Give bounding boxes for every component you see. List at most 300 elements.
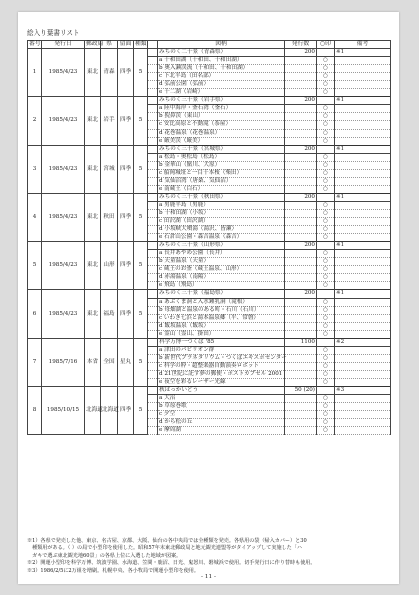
region-cell: 本省 [85,338,101,386]
design-title-cell: みちのく二十景（青森県） [158,49,285,57]
count-cell: 5 [134,193,148,241]
remark-cell: ※1 [335,242,391,250]
empty-cell [335,298,391,306]
table-row [28,338,391,346]
empty-cell [335,153,391,161]
footnote-line: ※3）1986/2/5に2万組を増刷。札幌中央、各小牧局で開運小型印を使用。 [27,567,199,574]
empty-cell [148,65,158,73]
count-cell: 5 [134,49,148,97]
check-mark: ○ [317,314,335,322]
check-mark: ○ [317,185,335,193]
prefecture-cell: 山形 [101,242,118,290]
design-item-cell: c 船岡城址と一目千本桜（柴田） [158,169,285,177]
design-item-cell: d 飯坂温泉（飯坂） [158,322,285,330]
season-cell: 四季 [118,387,134,435]
empty-cell [148,234,158,242]
design-title-cell: みちのく三十景（秋田県） [158,193,285,201]
design-item-cell: a 十和田湖（十和田、十和田湖） [158,57,285,65]
empty-cell [148,169,158,177]
issued-count-cell: 200 [285,49,317,57]
empty-cell [285,258,317,266]
prefecture-cell: 岩手 [101,97,118,145]
check-mark: ○ [317,298,335,306]
check-mark: ○ [317,378,335,386]
check-mark: ○ [317,354,335,362]
empty-cell [148,161,158,169]
empty-cell [335,266,391,274]
design-item-cell: c 蔵王のお釜（蔵王温泉、山形） [158,266,285,274]
empty-cell [148,346,158,354]
design-item-cell: e 石倉山公園・森吉温泉（森吉） [158,234,285,242]
column-header: 備考 [335,41,391,49]
empty-cell [335,185,391,193]
number-cell: 4 [28,193,42,241]
column-header: 発行数 [285,41,317,49]
region-cell: 北海道 [85,387,101,435]
empty-cell [285,169,317,177]
design-item-cell: a 津田のパビリオン群 [158,346,285,354]
check-mark: ○ [317,306,335,314]
design-item-cell: b 金華山（鮎川、大原） [158,161,285,169]
remark-cell: ※2 [335,338,391,346]
check-mark: ○ [317,274,335,282]
column-header: 留面 [118,41,134,49]
issue-date-cell: 1985/4/23 [42,49,85,97]
region-cell: 東北 [85,290,101,338]
prefecture-cell: 福島 [101,290,118,338]
empty-cell [148,322,158,330]
design-item-cell: a あぶくま洞と入水鍾乳洞（滝根） [158,298,285,306]
count-cell: 5 [134,97,148,145]
check-mark: ○ [317,105,335,113]
check-cell [317,145,335,153]
design-item-cell: d 気仙沼湾（唐桑、気仙沼） [158,177,285,185]
number-cell: 1 [28,49,42,97]
issued-count-cell: 200 [285,290,317,298]
check-mark: ○ [317,129,335,137]
empty-cell [335,395,391,403]
empty-cell [335,129,391,137]
empty-cell [285,234,317,242]
design-item-cell: e 厳美渓（厳美） [158,137,285,145]
check-mark: ○ [317,419,335,427]
empty-cell [285,137,317,145]
prefecture-cell: 全国 [101,338,118,386]
check-mark: ○ [317,330,335,338]
check-mark: ○ [317,362,335,370]
design-item-cell: d から松の丘 [158,419,285,427]
check-mark: ○ [317,137,335,145]
design-title-cell: みちのく三十景（福島県） [158,290,285,298]
empty-cell [285,201,317,209]
remark-cell: ※1 [335,193,391,201]
design-title-cell: みちのく三十景（宮城県） [158,145,285,153]
issue-date-cell: 1985/4/23 [42,242,85,290]
empty-cell [285,322,317,330]
remark-cell: ※1 [335,49,391,57]
empty-cell [285,185,317,193]
design-title-cell: みちのく三十景（山形県） [158,242,285,250]
empty-cell [285,306,317,314]
column-header: ○印 [317,41,335,49]
number-cell: 6 [28,290,42,338]
empty-cell [148,250,158,258]
empty-cell [148,105,158,113]
column-header: 発行日 [42,41,85,49]
empty-cell [285,427,317,435]
check-cell [317,49,335,57]
check-mark: ○ [317,161,335,169]
empty-cell [285,226,317,234]
check-mark: ○ [317,73,335,81]
count-cell: 5 [134,290,148,338]
season-cell: 四季 [118,242,134,290]
footnote-line: 種類用がある。（ ）の局で小型印を使用した。昭和57年末東北郵政局と地元観光連盟等がタイアップして実施した「ハ [27,545,302,552]
column-header: 県 [101,41,118,49]
empty-cell [148,370,158,378]
season-cell: 四季 [118,193,134,241]
empty-cell [148,411,158,419]
table-row [28,49,391,57]
column-header: 番号 [29,41,41,48]
empty-cell [335,218,391,226]
check-cell [317,97,335,105]
empty-cell [148,49,158,57]
empty-cell [285,113,317,121]
footnote-line: ※1）各県で発売した他、東京、名古屋、京都、大阪、仙台の各中央局では全種類を発売。各県用の袋（帰入カバー）と30 [27,538,307,544]
check-mark: ○ [317,218,335,226]
check-mark: ○ [317,266,335,274]
empty-cell [335,370,391,378]
empty-cell [285,105,317,113]
empty-cell [148,89,158,97]
issue-date-cell: 1985/10/15 [42,387,85,435]
empty-cell [148,218,158,226]
empty-cell [148,378,158,386]
empty-cell [285,282,317,290]
empty-cell [335,306,391,314]
design-item-cell: d 赤湯温泉（南陽） [158,274,285,282]
empty-cell [148,185,158,193]
design-item-cell: c 田沢湖（田沢湖） [158,218,285,226]
check-cell [317,193,335,201]
table-row [28,290,391,298]
issued-count-cell: 1100 [285,338,317,346]
table-row [28,387,391,395]
empty-cell [335,258,391,266]
check-mark: ○ [317,81,335,89]
empty-cell [335,201,391,209]
design-item-cell: b 草原巻歌 [158,403,285,411]
empty-cell [285,129,317,137]
check-mark: ○ [317,250,335,258]
check-mark: ○ [317,89,335,97]
footnote-line: ※2）開運小型印を科学万博、筑波学園、水海道、笠間・鹿沼、日光、鬼怒川、磐城浜で使用。切手発行日に作り替時も使用。 [27,560,316,567]
empty-cell [335,330,391,338]
empty-cell [148,193,158,201]
empty-cell [335,137,391,145]
design-item-cell: d 21世紀に託す夢の郵便・ポストカプセル 2001 [158,370,285,378]
remark-cell: ※3 [335,387,391,395]
empty-cell [285,298,317,306]
issue-date-cell: 1985/4/23 [42,193,85,241]
footnotes [27,538,390,575]
check-cell [317,338,335,346]
design-title-cell: 科学万博一つくば '85 [158,338,285,346]
design-item-cell: d 弘前公園（弘前） [158,81,285,89]
season-cell: 星丸 [118,338,134,386]
check-mark: ○ [317,209,335,217]
design-item-cell: c 安比高原と不動滝（茶屋） [158,121,285,129]
prefecture-cell: 北海道 [101,387,118,435]
footnote-line: ガキで選ぶ東北観光地60景」の各県上位に入選した地域が図案。 [27,552,182,559]
design-item-cell: a 男鹿半島（男鹿） [158,201,285,209]
check-cell [317,387,335,395]
empty-cell [148,427,158,435]
check-cell [317,242,335,250]
empty-cell [335,354,391,362]
empty-cell [148,145,158,153]
number-cell: 3 [28,145,42,193]
empty-cell [148,387,158,395]
design-item-cell: d 花巻温泉（花巻温泉） [158,129,285,137]
empty-cell [285,274,317,282]
empty-cell [148,73,158,81]
empty-cell [148,57,158,65]
issued-count-cell: 50 (20) [285,387,317,395]
empty-cell [285,153,317,161]
empty-cell [335,81,391,89]
number-cell: 8 [28,387,42,435]
empty-cell [335,346,391,354]
design-item-cell: d 小坂峡大噴湯（湯沢、皆瀬） [158,226,285,234]
check-mark: ○ [317,282,335,290]
empty-cell [285,209,317,217]
prefecture-cell: 秋田 [101,193,118,241]
check-mark: ○ [317,322,335,330]
column-header: 郵政局 [86,41,104,48]
empty-cell [335,169,391,177]
region-cell: 東北 [85,242,101,290]
check-mark: ○ [317,153,335,161]
empty-cell [335,57,391,65]
empty-cell [148,330,158,338]
design-item-cell: c 下北半島（田名部） [158,73,285,81]
empty-cell [335,89,391,97]
season-cell: 四季 [118,145,134,193]
region-cell: 東北 [85,49,101,97]
empty-cell [148,419,158,427]
design-item-cell: a 松島・奥松島（松島） [158,153,285,161]
empty-cell [285,89,317,97]
region-cell: 東北 [85,193,101,241]
design-item-cell: e 南蔵王（白石） [158,185,285,193]
empty-cell [148,298,158,306]
check-mark: ○ [317,201,335,209]
empty-cell [285,161,317,169]
number-cell: 5 [28,242,42,290]
check-cell [317,290,335,298]
check-mark: ○ [317,169,335,177]
empty-cell [285,65,317,73]
issued-count-cell: 200 [285,145,317,153]
count-cell: 5 [134,145,148,193]
empty-cell [148,177,158,185]
design-item-cell: b 十和田湖（小坂） [158,209,285,217]
empty-cell [148,362,158,370]
number-cell: 7 [28,338,42,386]
design-item-cell: e 夜空を彩るレーザー光線 [158,378,285,386]
column-header: 種類 [135,41,147,48]
empty-cell [285,177,317,185]
design-title-cell: 秋はっかいどう [158,387,285,395]
empty-cell [335,411,391,419]
empty-cell [335,282,391,290]
empty-cell [285,218,317,226]
empty-cell [148,274,158,282]
check-mark: ○ [317,177,335,185]
empty-cell [285,266,317,274]
remark-cell: ※1 [335,97,391,105]
check-mark: ○ [317,57,335,65]
page-title: 絵入り葉書リスト [27,29,80,37]
check-mark: ○ [317,234,335,242]
empty-cell [148,282,158,290]
empty-cell [285,81,317,89]
prefecture-cell: 青森 [101,49,118,97]
empty-cell [285,419,317,427]
issue-date-cell: 1985/7/16 [42,338,85,386]
empty-cell [335,73,391,81]
design-item-cell: e 摩周湖 [158,427,285,435]
region-cell: 東北 [85,97,101,145]
check-mark: ○ [317,370,335,378]
empty-cell [148,290,158,298]
check-mark: ○ [317,427,335,435]
check-mark: ○ [317,226,335,234]
design-item-cell: b 天童温泉（天童） [158,258,285,266]
issue-date-cell: 1985/4/23 [42,290,85,338]
count-cell: 5 [134,242,148,290]
check-mark: ○ [317,346,335,354]
empty-cell [285,121,317,129]
issued-count-cell: 200 [285,242,317,250]
empty-cell [148,81,158,89]
design-title-cell: みちのく三十景（岩手県） [158,97,285,105]
empty-cell [285,370,317,378]
empty-cell [148,209,158,217]
empty-cell [285,403,317,411]
design-item-cell: a 陸中海岸・釜石湾（釜石） [158,105,285,113]
empty-cell [148,258,158,266]
document-page [18,12,399,584]
empty-cell [285,354,317,362]
empty-cell [148,306,158,314]
design-item-cell: b 新世代プラネタリウム・つくばエキスポセンター [159,354,287,361]
season-cell: 四季 [118,290,134,338]
empty-cell [335,427,391,435]
design-item-cell: b 奥入瀬渓流（十和田、十和田湖） [158,65,285,73]
stamp-list-table [27,40,391,435]
count-cell: 5 [134,338,148,386]
empty-cell [335,177,391,185]
empty-cell [285,314,317,322]
empty-cell [148,153,158,161]
empty-cell [285,73,317,81]
table-row [28,193,391,201]
table-row [28,242,391,250]
column-header: 図柄 [158,41,285,49]
empty-cell [335,322,391,330]
issue-date-cell: 1985/4/23 [42,145,85,193]
design-item-cell: b 母畑湖と温泉のある町・石川（石川） [158,306,285,314]
column-header [148,41,158,49]
issue-date-cell: 1985/4/23 [42,97,85,145]
season-cell: 四季 [118,97,134,145]
empty-cell [335,403,391,411]
empty-cell [285,395,317,403]
issued-count-cell: 200 [285,193,317,201]
empty-cell [148,137,158,145]
empty-cell [148,395,158,403]
empty-cell [148,242,158,250]
empty-cell [335,226,391,234]
table-row [28,97,391,105]
empty-cell [335,209,391,217]
design-item-cell: e 霊山（霊山、掛田） [158,330,285,338]
empty-cell [335,274,391,282]
check-mark: ○ [317,258,335,266]
empty-cell [285,378,317,386]
check-mark: ○ [317,65,335,73]
empty-cell [148,338,158,346]
prefecture-cell: 宮城 [101,145,118,193]
design-item-cell: c いわき七浜と湯本温泉郷（平、常磐） [158,314,285,322]
empty-cell [148,403,158,411]
empty-cell [335,161,391,169]
check-mark: ○ [317,403,335,411]
design-item-cell: c 夕空 [158,411,285,419]
design-item-cell: e 飛島（飛島） [158,282,285,290]
design-item-cell: a 大沼 [158,395,285,403]
remark-cell: ※1 [335,145,391,153]
design-item-cell: c 科学の粋・超整楽器自動演奏ロボット [158,362,285,370]
empty-cell [148,121,158,129]
design-item-cell: a 長井あやめ公園（長井） [158,250,285,258]
empty-cell [148,201,158,209]
page-number: - 11 - [201,574,216,580]
empty-cell [148,266,158,274]
table-header-row [28,41,391,49]
region-cell: 東北 [85,145,101,193]
empty-cell [148,226,158,234]
design-item-cell: e 十二湖（岩崎） [158,89,285,97]
empty-cell [335,419,391,427]
empty-cell [148,314,158,322]
table-row [28,145,391,153]
season-cell: 四季 [118,49,134,97]
check-mark: ○ [317,395,335,403]
issued-count-cell: 200 [285,97,317,105]
check-mark: ○ [317,113,335,121]
empty-cell [335,314,391,322]
empty-cell [335,250,391,258]
empty-cell [335,362,391,370]
empty-cell [148,354,158,362]
empty-cell [148,97,158,105]
empty-cell [148,129,158,137]
empty-cell [285,57,317,65]
